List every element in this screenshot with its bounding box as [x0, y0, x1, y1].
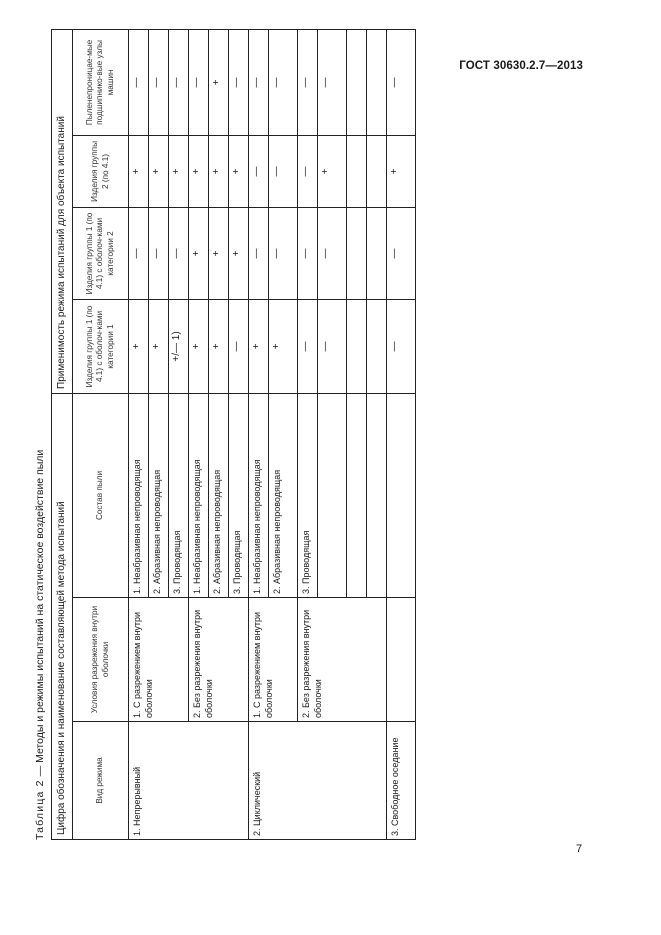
mark-cell: +	[269, 299, 298, 393]
dust-cell: 1. Неабразивная непроводящая	[129, 393, 149, 597]
mark-cell: +	[209, 299, 229, 393]
dust-cell: 1. Неабразивная непроводящая	[189, 393, 209, 597]
mark-cell: +/— 1)	[169, 299, 189, 393]
mark-cell: —	[298, 299, 318, 393]
condition-cell: 2. Без разрежения внутри оболочки	[189, 598, 249, 722]
mark-cell: —	[269, 207, 298, 299]
mark-cell: —	[298, 207, 318, 299]
dust-cell	[318, 393, 347, 597]
mark-cell: +	[209, 29, 229, 135]
mark-cell: +	[387, 135, 416, 207]
mark-cell: —	[249, 135, 269, 207]
table-caption	[30, 30, 50, 840]
dust-cell: 2. Абразивная непроводящая	[269, 393, 298, 597]
dust-cell: 2. Абразивная непроводящая	[209, 393, 229, 597]
document-standard-number: ГОСТ 30630.2.7—2013	[459, 60, 583, 72]
mark-cell	[367, 135, 387, 207]
mark-cell: +	[189, 299, 209, 393]
mark-cell: +	[249, 299, 269, 393]
mark-cell	[367, 29, 387, 135]
column-header-group2: Изделия группы 2 (по 4.1)	[73, 135, 129, 207]
table-row	[189, 29, 209, 839]
column-header-bearings: Пыленепроницае-мые подшипнико-вые узлы машин	[73, 29, 129, 135]
condition-cell: 2. Без разрежения внутри оболочки	[298, 598, 387, 722]
mark-cell: +	[189, 207, 209, 299]
mark-cell: —	[149, 207, 169, 299]
mark-cell: —	[189, 29, 209, 135]
condition-cell: 1. С разрежением внутри оболочки	[129, 598, 189, 722]
mark-cell	[367, 207, 387, 299]
table-row	[129, 29, 149, 839]
table-row	[298, 29, 318, 839]
mark-cell: +	[318, 135, 347, 207]
dust-cell: 2. Абразивная непроводящая	[149, 393, 169, 597]
mark-cell: —	[387, 207, 416, 299]
test-methods-table	[51, 29, 416, 840]
mark-cell: +	[129, 135, 149, 207]
mark-cell: +	[149, 135, 169, 207]
condition-cell: 1. С разрежением внутри оболочки	[249, 598, 298, 722]
mark-cell	[347, 207, 367, 299]
mark-cell: —	[298, 29, 318, 135]
mark-cell: —	[318, 299, 347, 393]
mark-cell: —	[318, 207, 347, 299]
mark-cell: +	[229, 207, 249, 299]
mode-cell: 1. Непрерывный	[129, 722, 249, 840]
mark-cell	[347, 299, 367, 393]
table-row	[387, 29, 416, 839]
mark-cell: +	[129, 299, 149, 393]
mode-cell: 2. Циклический	[249, 722, 387, 840]
mark-cell: +	[169, 135, 189, 207]
header-methods-group: Цифра обозначения и наименование составляющей метода испытаний	[52, 393, 73, 839]
mark-cell: —	[298, 135, 318, 207]
dust-cell	[347, 393, 367, 597]
mode-cell: 3. Свободное оседание	[387, 722, 416, 840]
dust-cell	[387, 393, 416, 597]
condition-cell	[387, 598, 416, 722]
column-header-group1-cat2: Изделия группы 1 (по 4.1) с оболоч-ками категории 2	[73, 207, 129, 299]
table-row	[249, 29, 269, 839]
rotated-table-area	[30, 30, 635, 840]
mark-cell: —	[229, 29, 249, 135]
mark-cell	[367, 299, 387, 393]
dust-cell	[367, 393, 387, 597]
mark-cell: +	[209, 135, 229, 207]
mark-cell: —	[129, 207, 149, 299]
mark-cell: —	[169, 207, 189, 299]
dust-cell: 3. Проводящая	[169, 393, 189, 597]
column-header-mode: Вид режима	[73, 722, 129, 840]
mark-cell: —	[149, 29, 169, 135]
mark-cell: +	[189, 135, 209, 207]
dust-cell: 3. Проводящая	[298, 393, 318, 597]
mark-cell: —	[129, 29, 149, 135]
mark-cell: +	[229, 135, 249, 207]
mark-cell: —	[249, 29, 269, 135]
mark-cell: —	[387, 299, 416, 393]
mark-cell: —	[169, 29, 189, 135]
column-header-dust: Состав пыли	[73, 393, 129, 597]
header-applicability-group: Применимость режима испытаний для объекта испытаний	[52, 29, 73, 393]
column-header-group1-cat1: Изделия группы 1 (по 4.1) с оболоч-ками категории 1	[73, 299, 129, 393]
page-number: 7	[576, 843, 583, 855]
table-caption-label: Таблица 2	[34, 779, 46, 840]
mark-cell: —	[249, 207, 269, 299]
mark-cell: +	[209, 207, 229, 299]
dust-cell: 3. Проводящая	[229, 393, 249, 597]
column-header-conditions: Условия разрежения внутри оболочки	[73, 598, 129, 722]
mark-cell: +	[149, 299, 169, 393]
mark-cell	[347, 135, 367, 207]
mark-cell: —	[387, 29, 416, 135]
mark-cell: —	[229, 299, 249, 393]
dust-cell: 1. Неабразивная непроводящая	[249, 393, 269, 597]
mark-cell	[347, 29, 367, 135]
mark-cell: —	[269, 29, 298, 135]
mark-cell: —	[269, 135, 298, 207]
mark-cell: —	[318, 29, 347, 135]
table-caption-text: — Методы и режимы испытаний на статическое воздействие пыли	[34, 449, 46, 777]
